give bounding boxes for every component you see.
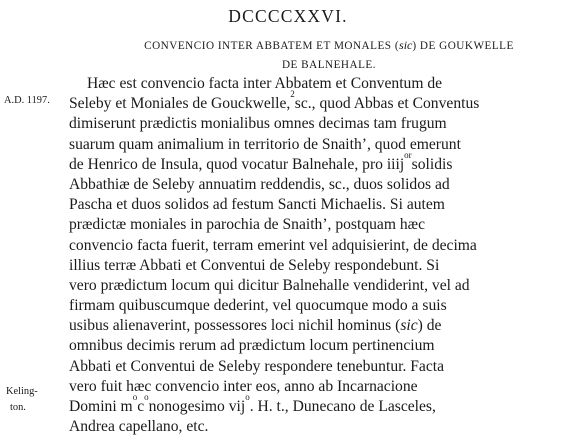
text-line — [69, 175, 572, 195]
superscript: or — [404, 149, 412, 160]
text-line — [69, 357, 572, 377]
text-line — [69, 135, 572, 155]
text-line-content: Andrea capellano, etc. — [69, 418, 209, 436]
text-line — [69, 256, 572, 276]
text-line — [69, 74, 572, 94]
text-line — [69, 195, 572, 215]
text-line-content: usibus alienaverint, possessores loci nichil hominus ( — [69, 317, 401, 335]
charter-number: DCCCCXXVI. — [228, 6, 348, 26]
text-line-content: prædictæ moniales in parochia de Snaith’, postquam hæc — [69, 216, 425, 234]
text-line-content: dimiserunt prædictis monialibus omnes decimas tam frugum — [69, 115, 447, 133]
text-line-mid: c — [137, 398, 145, 415]
heading-sic: sic — [399, 38, 413, 52]
text-line — [69, 392, 572, 417]
text-line-content: Domini m — [69, 398, 133, 415]
text-line — [69, 215, 572, 235]
charter-heading — [86, 36, 572, 75]
heading-line-1 — [86, 36, 572, 56]
text-line — [69, 296, 572, 316]
text-line-content: illius terræ Abbati et Conventui de Seleby respondebunt. Si — [69, 256, 440, 274]
text-line-content: omnibus decimis rerum ad prædictum locum pertinencium — [69, 337, 435, 355]
text-line — [69, 336, 572, 356]
superscript: o — [245, 392, 250, 402]
text-line — [69, 276, 572, 296]
text-line-content: de Henrico de Insula, quod vocatur Balnehale, pro iiij — [69, 155, 405, 173]
text-line — [69, 114, 572, 134]
margin-place — [6, 384, 38, 416]
text-line-content: vero prædictum locum qui dicitur Balnehalle vendiderint, vel ad — [69, 276, 470, 294]
heading-text-b: ) DE GOUKWELLE — [412, 40, 514, 52]
text-line-content: suarum quam animalium in territorio de Snaith’, quod emerunt — [69, 135, 461, 153]
text-line-content: convencio facta fuerit, terram emerint vel adquisierint, de decima — [69, 236, 477, 254]
footnote-marker: 2 — [290, 89, 295, 100]
superscript: o — [132, 392, 138, 402]
text-line-content: Abbati et Conventui de Seleby respondere tenebuntur. Facta — [69, 357, 445, 375]
text-line — [69, 236, 572, 256]
margin-date: A.D. 1197. — [4, 95, 50, 106]
superscript: o — [144, 392, 149, 402]
text-line-rest: sc., quod Abbas et Conventus — [294, 95, 480, 113]
margin-place-line-1: Keling- — [6, 386, 38, 397]
text-line-content: vero fuit hæc convencio inter eos, anno ab Incarnacione — [69, 377, 418, 395]
text-line-mid: nonogesimo vij — [148, 398, 246, 415]
text-line — [69, 89, 572, 114]
text-line-content: Pascha et duos solidos ad festum Sancti Michaelis. Si autem — [69, 196, 445, 214]
text-line — [69, 316, 572, 336]
margin-place-line-2: ton. — [10, 402, 26, 413]
text-line-content: Hæc est convencio facta inter Abbatem et Conventum de — [87, 75, 443, 92]
text-line-rest: solidis — [411, 155, 453, 173]
text-line — [69, 417, 572, 437]
text-line-content: firmam quibuscumque dederint, vel quocumque modo a suis — [69, 297, 447, 315]
text-line-rest: ) de — [417, 317, 442, 335]
text-line — [69, 149, 572, 175]
heading-text-a: CONVENCIO INTER ABBATEM ET MONALES ( — [144, 40, 400, 52]
text-line-content: Seleby et Moniales de Gouckwelle, — [69, 95, 291, 113]
text-line-rest: . H. t., Dunecano de Lasceles, — [249, 398, 436, 415]
heading-line-2: DE BALNEHALE. — [281, 59, 377, 71]
sic-note: sic — [400, 317, 418, 335]
text-line-content: Abbathiæ de Seleby annuatim reddendis, sc., duos solidos ad — [69, 175, 450, 193]
charter-text — [69, 74, 572, 437]
